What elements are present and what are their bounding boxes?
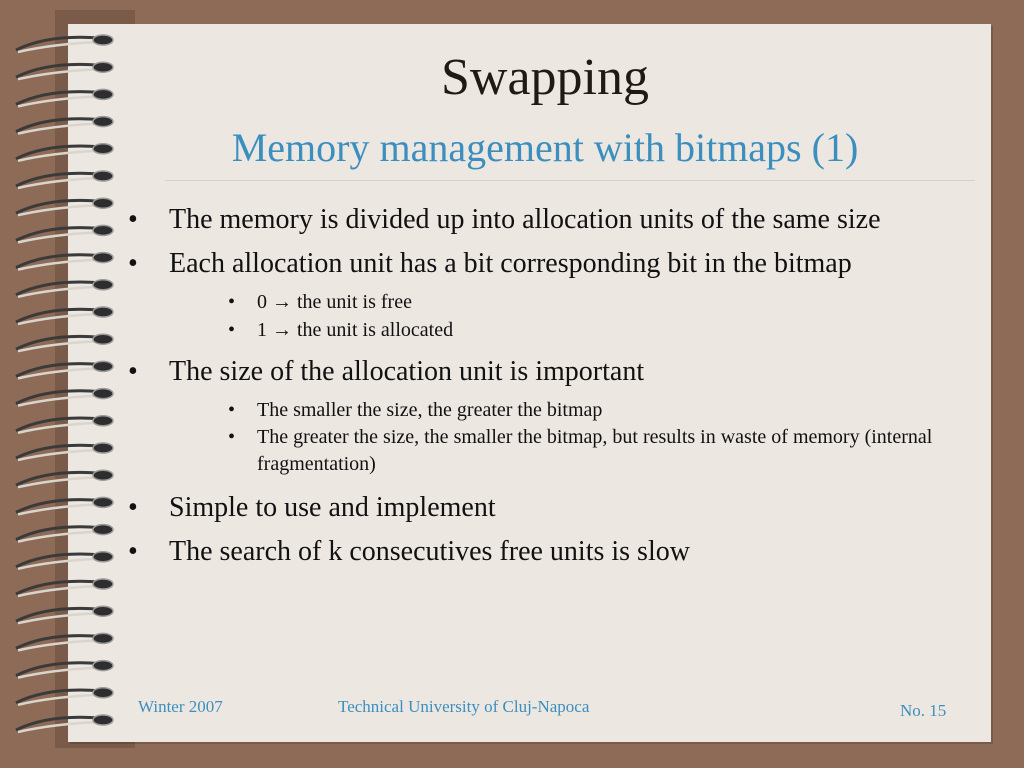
sub-bullet-text: the unit is free xyxy=(297,291,412,313)
sub-bullet-text: The greater the size, the smaller the bitmap, but results in waste of memory (internal fragmentation) xyxy=(257,426,933,475)
sub-bullet-prefix: 1 xyxy=(257,319,267,341)
sub-bullet-text: The smaller the size, the greater the bitmap xyxy=(257,399,603,421)
sub-bullet-dot: • xyxy=(228,319,236,341)
sub-bullet-text: the unit is allocated xyxy=(297,319,454,341)
footer-date: Winter 2007 xyxy=(138,697,223,716)
bullet-dot: • xyxy=(128,492,138,523)
title-divider xyxy=(165,180,975,181)
sub-bullet-item xyxy=(228,288,958,316)
footer-institution: Technical University of Cluj-Napoca xyxy=(338,697,590,716)
bullet-item xyxy=(128,202,958,238)
slide-title: Swapping xyxy=(441,49,649,106)
sub-bullet-dot: • xyxy=(228,426,236,448)
footer-slide-number: No. 15 xyxy=(900,701,947,720)
bullet-item xyxy=(128,246,958,282)
sub-bullet-item xyxy=(228,424,958,478)
arrow-icon: → xyxy=(272,319,292,341)
bullet-text: The memory is divided up into allocation units of the same size xyxy=(169,204,881,235)
bullet-dot: • xyxy=(128,248,138,279)
slide-subtitle: Memory management with bitmaps (1) xyxy=(231,125,859,170)
bullet-text: Each allocation unit has a bit corresponding bit in the bitmap xyxy=(169,248,852,279)
bullet-text: Simple to use and implement xyxy=(169,492,496,523)
bullet-item xyxy=(128,354,958,390)
sub-bullet-item xyxy=(228,396,958,424)
bullet-item xyxy=(128,534,958,570)
sub-bullet-dot: • xyxy=(228,399,236,421)
bullet-item xyxy=(128,490,958,526)
bullet-list xyxy=(128,202,958,578)
bullet-dot: • xyxy=(128,204,138,235)
bullet-dot: • xyxy=(128,356,138,387)
bullet-text: The size of the allocation unit is important xyxy=(169,356,645,387)
sub-bullet-prefix: 0 xyxy=(257,291,267,313)
bullet-dot: • xyxy=(128,536,138,567)
arrow-icon: → xyxy=(272,291,292,313)
bullet-text: The search of k consecutives free units is slow xyxy=(169,536,690,567)
sub-bullet-item xyxy=(228,316,958,344)
sub-bullet-dot: • xyxy=(228,291,236,313)
